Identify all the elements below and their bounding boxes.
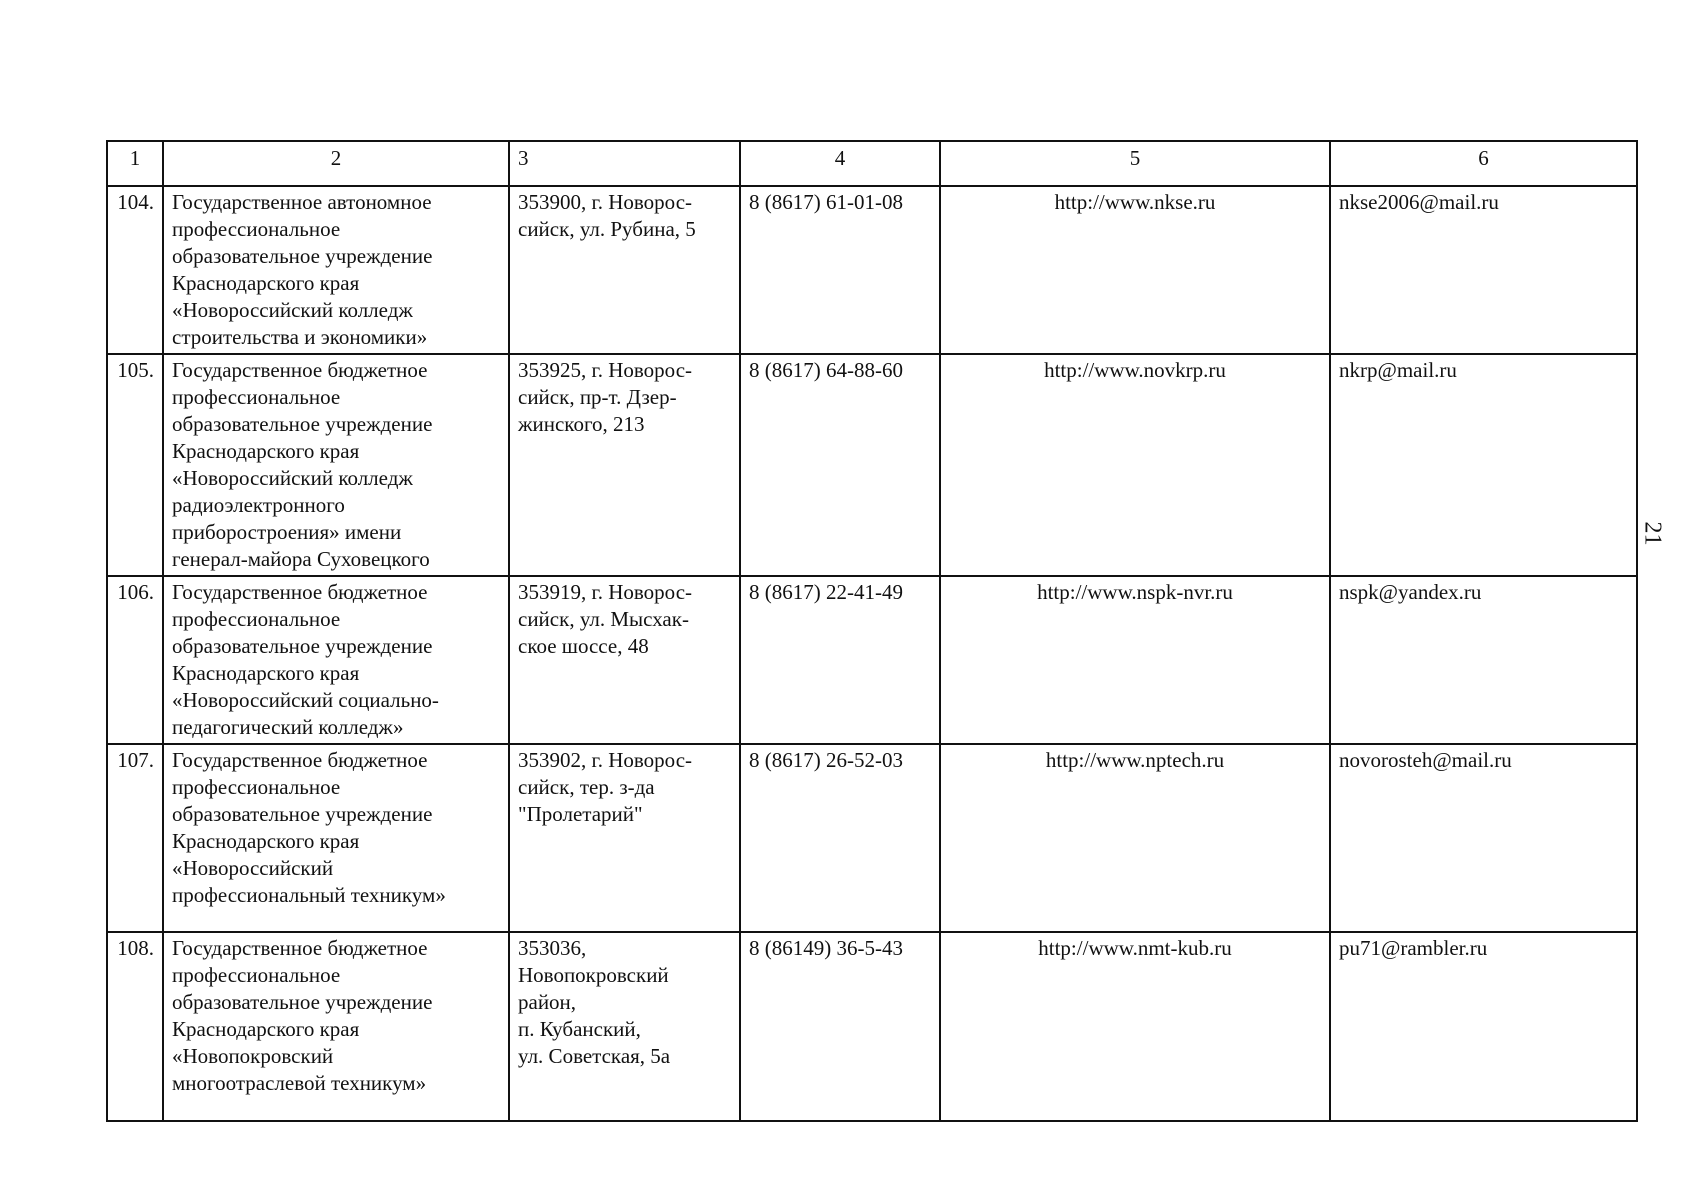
address-line: район, bbox=[518, 990, 577, 1014]
address-line: 353902, г. Новорос- bbox=[518, 748, 693, 772]
column-header-1: 1 bbox=[107, 141, 163, 186]
address-line: Новопокровский bbox=[518, 963, 669, 987]
table-row bbox=[107, 354, 1637, 576]
institution-phone: 8 (86149) 36-5-43 bbox=[740, 932, 940, 1121]
name-line: Государственное бюджетное bbox=[172, 580, 428, 604]
page-number: 21 bbox=[1639, 521, 1666, 546]
name-line: «Новороссийский bbox=[172, 856, 334, 880]
address-line: сийск, ул. Мысхак- bbox=[518, 607, 689, 631]
institution-name bbox=[163, 744, 509, 932]
institution-website[interactable]: http://www.nptech.ru bbox=[940, 744, 1330, 932]
row-number: 107. bbox=[107, 744, 163, 932]
institution-phone: 8 (8617) 22-41-49 bbox=[740, 576, 940, 744]
table-row bbox=[107, 744, 1637, 932]
name-line: Краснодарского края bbox=[172, 661, 360, 685]
name-line: Краснодарского края bbox=[172, 1017, 360, 1041]
institution-phone: 8 (8617) 61-01-08 bbox=[740, 186, 940, 354]
name-line: «Новопокровский bbox=[172, 1044, 334, 1068]
institution-phone: 8 (8617) 64-88-60 bbox=[740, 354, 940, 576]
institution-name bbox=[163, 354, 509, 576]
institution-phone: 8 (8617) 26-52-03 bbox=[740, 744, 940, 932]
name-line: образовательное учреждение bbox=[172, 990, 433, 1014]
institution-website[interactable]: http://www.nspk-nvr.ru bbox=[940, 576, 1330, 744]
address-line: сийск, тер. з-да bbox=[518, 775, 655, 799]
column-header-5: 5 bbox=[940, 141, 1330, 186]
table-row bbox=[107, 932, 1637, 1121]
name-line: строительства и экономики» bbox=[172, 325, 428, 349]
name-line: Государственное бюджетное bbox=[172, 748, 428, 772]
name-line: «Новороссийский социально- bbox=[172, 688, 439, 712]
address-line: сийск, ул. Рубина, 5 bbox=[518, 217, 696, 241]
address-line: ул. Советская, 5а bbox=[518, 1044, 671, 1068]
name-line: «Новороссийский колледж bbox=[172, 466, 413, 490]
institution-email[interactable]: novorosteh@mail.ru bbox=[1330, 744, 1637, 932]
name-line: Государственное бюджетное bbox=[172, 936, 428, 960]
name-line: Государственное автономное bbox=[172, 190, 432, 214]
column-header-3: 3 bbox=[509, 141, 740, 186]
name-line: профессиональный техникум» bbox=[172, 883, 446, 907]
name-line: профессиональное bbox=[172, 385, 341, 409]
name-line: радиоэлектронного bbox=[172, 493, 345, 517]
row-number: 106. bbox=[107, 576, 163, 744]
name-line: Краснодарского края bbox=[172, 271, 360, 295]
institution-email[interactable]: nspk@yandex.ru bbox=[1330, 576, 1637, 744]
name-line: профессиональное bbox=[172, 217, 341, 241]
header-row bbox=[107, 141, 1637, 186]
institution-email[interactable]: nkse2006@mail.ru bbox=[1330, 186, 1637, 354]
name-line: Государственное бюджетное bbox=[172, 358, 428, 382]
table-body bbox=[107, 186, 1637, 1121]
column-header-2: 2 bbox=[163, 141, 509, 186]
institution-address bbox=[509, 186, 740, 354]
institution-address bbox=[509, 932, 740, 1121]
name-line: педагогический колледж» bbox=[172, 715, 404, 739]
name-line: образовательное учреждение bbox=[172, 244, 433, 268]
name-line: «Новороссийский колледж bbox=[172, 298, 413, 322]
institution-name bbox=[163, 186, 509, 354]
address-line: жинского, 213 bbox=[518, 412, 645, 436]
institution-website[interactable]: http://www.novkrp.ru bbox=[940, 354, 1330, 576]
address-line: 353900, г. Новорос- bbox=[518, 190, 693, 214]
table-row bbox=[107, 186, 1637, 354]
row-number: 108. bbox=[107, 932, 163, 1121]
name-line: многоотраслевой техникум» bbox=[172, 1071, 427, 1095]
name-line: Краснодарского края bbox=[172, 439, 360, 463]
name-line: образовательное учреждение bbox=[172, 412, 433, 436]
institution-email[interactable]: nkrp@mail.ru bbox=[1330, 354, 1637, 576]
name-line: профессиональное bbox=[172, 607, 341, 631]
institution-address bbox=[509, 354, 740, 576]
name-line: профессиональное bbox=[172, 775, 341, 799]
name-line: профессиональное bbox=[172, 963, 341, 987]
address-line: "Пролетарий" bbox=[518, 802, 643, 826]
name-line: образовательное учреждение bbox=[172, 634, 433, 658]
address-line: ское шоссе, 48 bbox=[518, 634, 649, 658]
name-line: приборостроения» имени bbox=[172, 520, 402, 544]
table-header bbox=[107, 141, 1637, 186]
institution-name bbox=[163, 932, 509, 1121]
address-line: 353036, bbox=[518, 936, 587, 960]
institution-website[interactable]: http://www.nkse.ru bbox=[940, 186, 1330, 354]
address-line: 353925, г. Новорос- bbox=[518, 358, 693, 382]
table-row bbox=[107, 576, 1637, 744]
institution-address bbox=[509, 576, 740, 744]
row-number: 104. bbox=[107, 186, 163, 354]
column-header-4: 4 bbox=[740, 141, 940, 186]
row-number: 105. bbox=[107, 354, 163, 576]
name-line: Краснодарского края bbox=[172, 829, 360, 853]
institution-address bbox=[509, 744, 740, 932]
address-line: п. Кубанский, bbox=[518, 1017, 641, 1041]
name-line: образовательное учреждение bbox=[172, 802, 433, 826]
name-line: генерал-майора Суховецкого bbox=[172, 547, 430, 571]
address-line: 353919, г. Новорос- bbox=[518, 580, 693, 604]
institution-email[interactable]: pu71@rambler.ru bbox=[1330, 932, 1637, 1121]
institution-name bbox=[163, 576, 509, 744]
column-header-6: 6 bbox=[1330, 141, 1637, 186]
institution-website[interactable]: http://www.nmt-kub.ru bbox=[940, 932, 1330, 1121]
address-line: сийск, пр-т. Дзер- bbox=[518, 385, 677, 409]
institutions-table bbox=[106, 140, 1638, 1122]
